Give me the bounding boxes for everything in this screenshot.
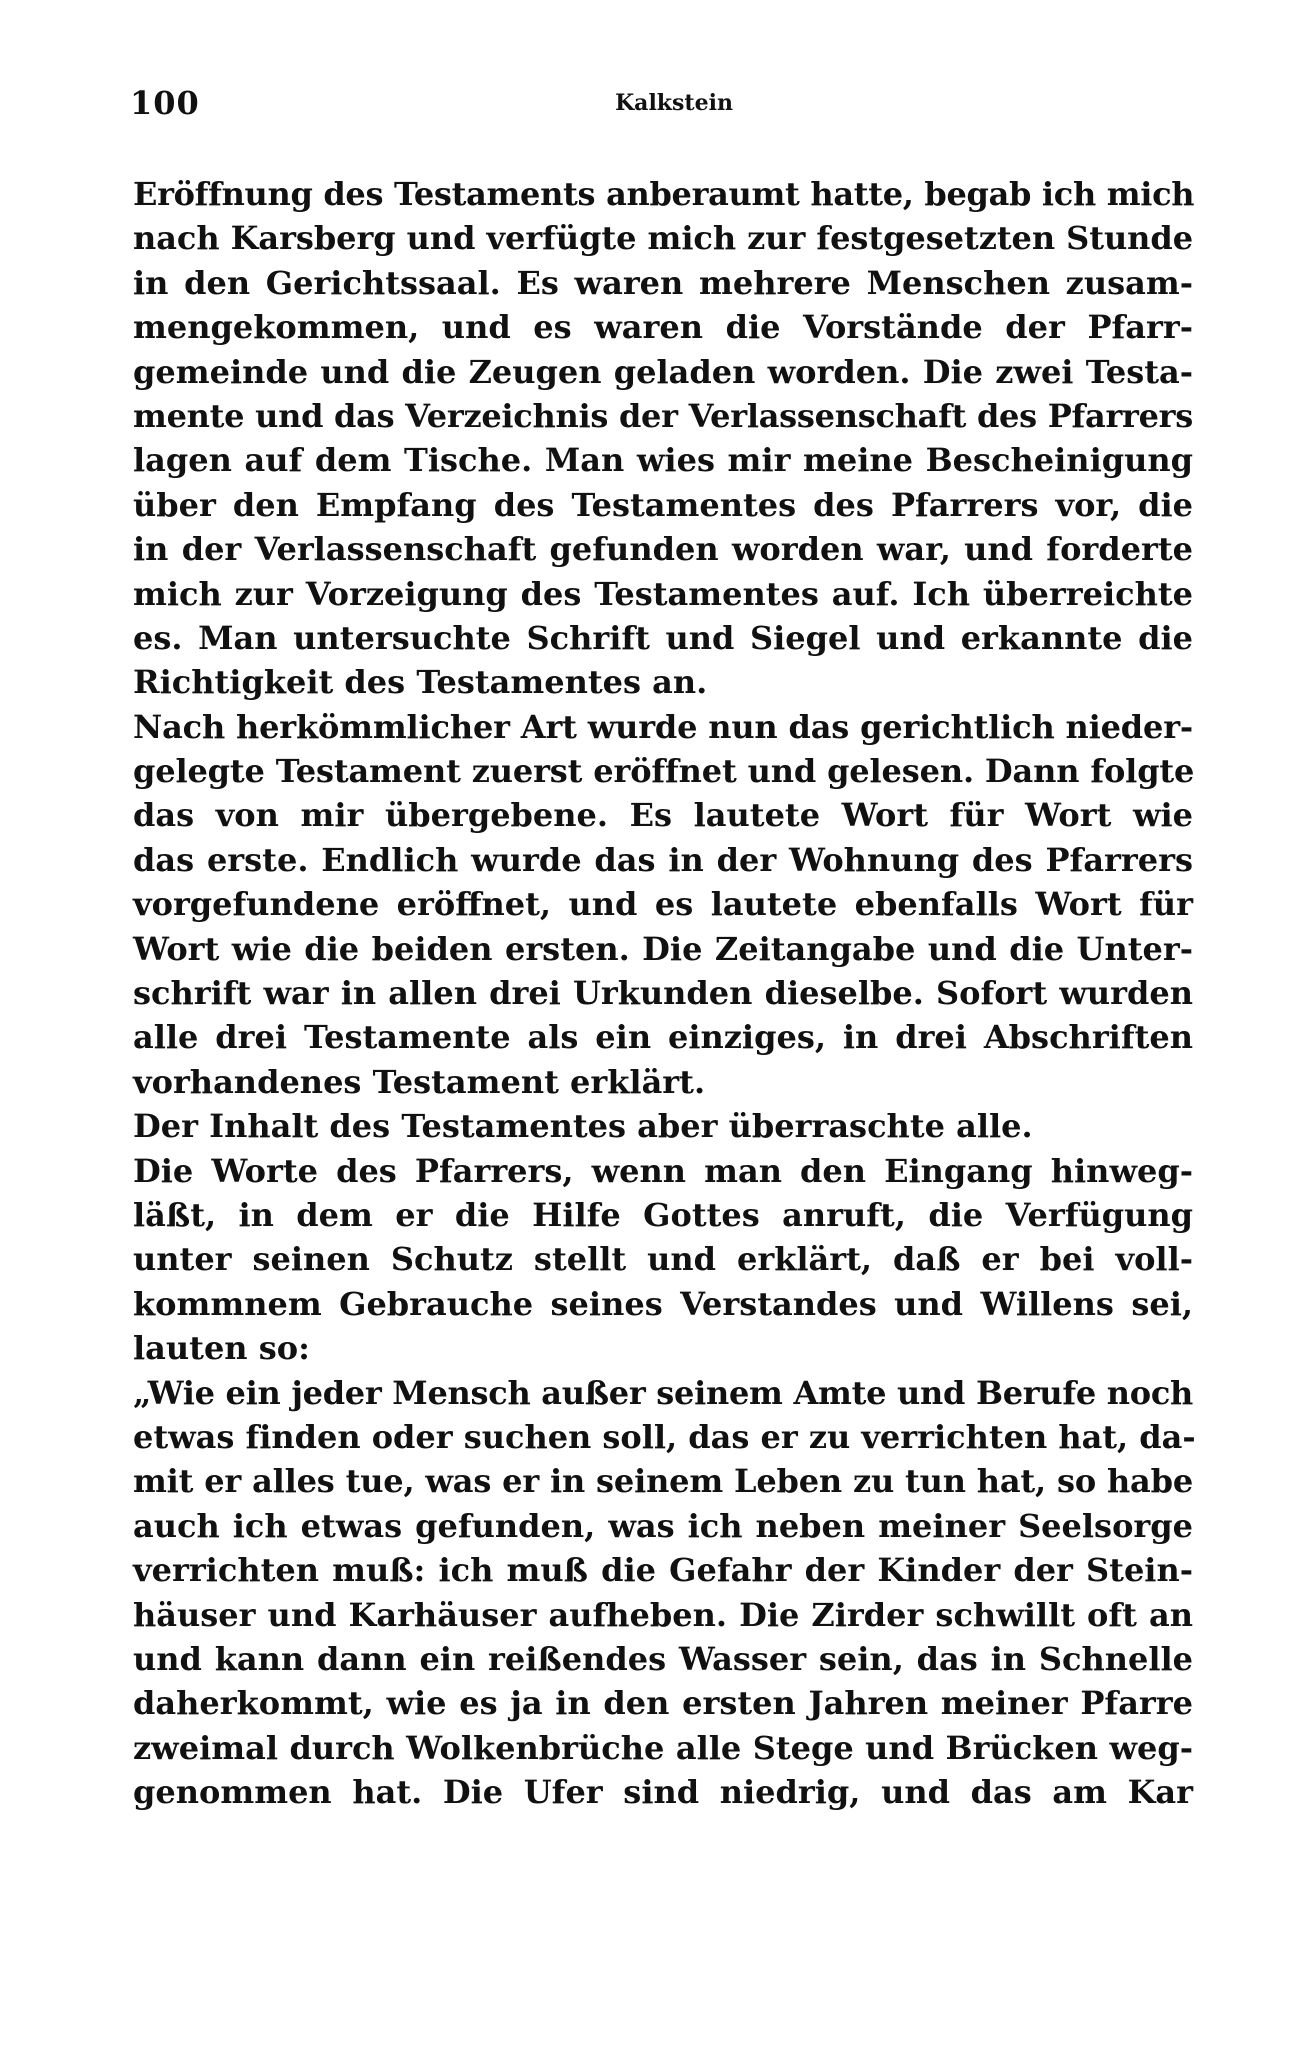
text-line: Eröffnung des Testaments anberaumt hatte, begab ich mich [133,175,1195,213]
body-text [133,172,1196,1814]
text-line: gemeinde und die Zeugen geladen worden. Die zwei Testa- [133,352,1193,391]
text-line: vorgefundene eröffnet, und es lautete ebenfalls Wort für [133,885,1193,924]
text-line: unter seinen Schutz stellt und erklärt, daß er bei voll- [133,1240,1193,1279]
text-line: das erste. Endlich wurde das in der Wohnung des Pfarrers [133,840,1193,879]
text-line: daherkommt, wie es ja in den ersten Jahren meiner Pfarre [133,1684,1193,1723]
page-number: 100 [130,84,200,122]
text-line: auch ich etwas gefunden, was ich neben meiner Seelsorge [133,1506,1193,1545]
text-line: Wort wie die beiden ersten. Die Zeitangabe und die Unter- [133,929,1193,968]
running-title: Kalkstein [615,90,733,116]
text-line: verrichten muß: ich muß die Gefahr der Kinder der Stein- [133,1551,1193,1590]
text-line: und kann dann ein reißendes Wasser sein, das in Schnelle [133,1639,1193,1678]
text-line: vorhandenes Testament erklärt. [133,1062,706,1101]
text-line: es. Man untersuchte Schrift und Siegel und erkannte die [133,618,1193,657]
text-line: das von mir übergebene. Es lautete Wort für Wort wie [133,796,1193,835]
text-line: über den Empfang des Testamentes des Pfarrers vor, die [133,485,1193,524]
text-line: Richtigkeit des Testamentes an. [133,663,708,702]
text-line: mente und das Verzeichnis der Verlassenschaft des Pfarrers [133,396,1194,435]
text-line: in der Verlassenschaft gefunden worden war, und forderte [133,530,1193,569]
text-line: lauten so: [133,1329,310,1368]
text-line: schrift war in allen drei Urkunden dieselbe. Sofort wurden [133,974,1193,1013]
text-line: etwas finden oder suchen soll, das er zu verrichten hat, da- [133,1417,1196,1456]
text-line: genommen hat. Die Ufer sind niedrig, und das am Kar [133,1773,1193,1812]
text-line: mengekommen, und es waren die Vorstände der Pfarr- [133,308,1193,347]
text-line: in den Gerichtssaal. Es waren mehrere Menschen zusam- [133,263,1193,302]
text-line: mich zur Vorzeigung des Testamentes auf. Ich überreichte [133,574,1193,613]
text-line: gelegte Testament zuerst eröffnet und gelesen. Dann folgte [133,752,1195,791]
text-line: häuser und Karhäuser aufheben. Die Zirder schwillt oft an [133,1595,1193,1634]
text-line: läßt, in dem er die Hilfe Gottes anruft, die Verfügung [133,1195,1193,1234]
text-line: lagen auf dem Tische. Man wies mir meine Bescheinigung [133,441,1193,480]
text-line: alle drei Testamente als ein einziges, in drei Abschriften [133,1018,1193,1057]
text-line: nach Karsberg und verfügte mich zur festgesetzten Stunde [133,219,1194,258]
text-line: zweimal durch Wolkenbrüche alle Stege und Brücken weg- [133,1728,1193,1767]
text-line: Die Worte des Pfarrers, wenn man den Eingang hinweg- [133,1151,1193,1190]
text-line: Der Inhalt des Testamentes aber überraschte alle. [133,1107,1033,1146]
text-line: kommnem Gebrauche seines Verstandes und Willens sei, [133,1284,1193,1323]
page-header [130,84,1218,134]
text-line: Nach herkömmlicher Art wurde nun das gerichtlich nieder- [133,707,1193,746]
text-line: mit er alles tue, was er in seinem Leben zu tun hat, so habe [133,1462,1194,1501]
text-line: „Wie ein jeder Mensch außer seinem Amte und Berufe noch [133,1373,1193,1412]
